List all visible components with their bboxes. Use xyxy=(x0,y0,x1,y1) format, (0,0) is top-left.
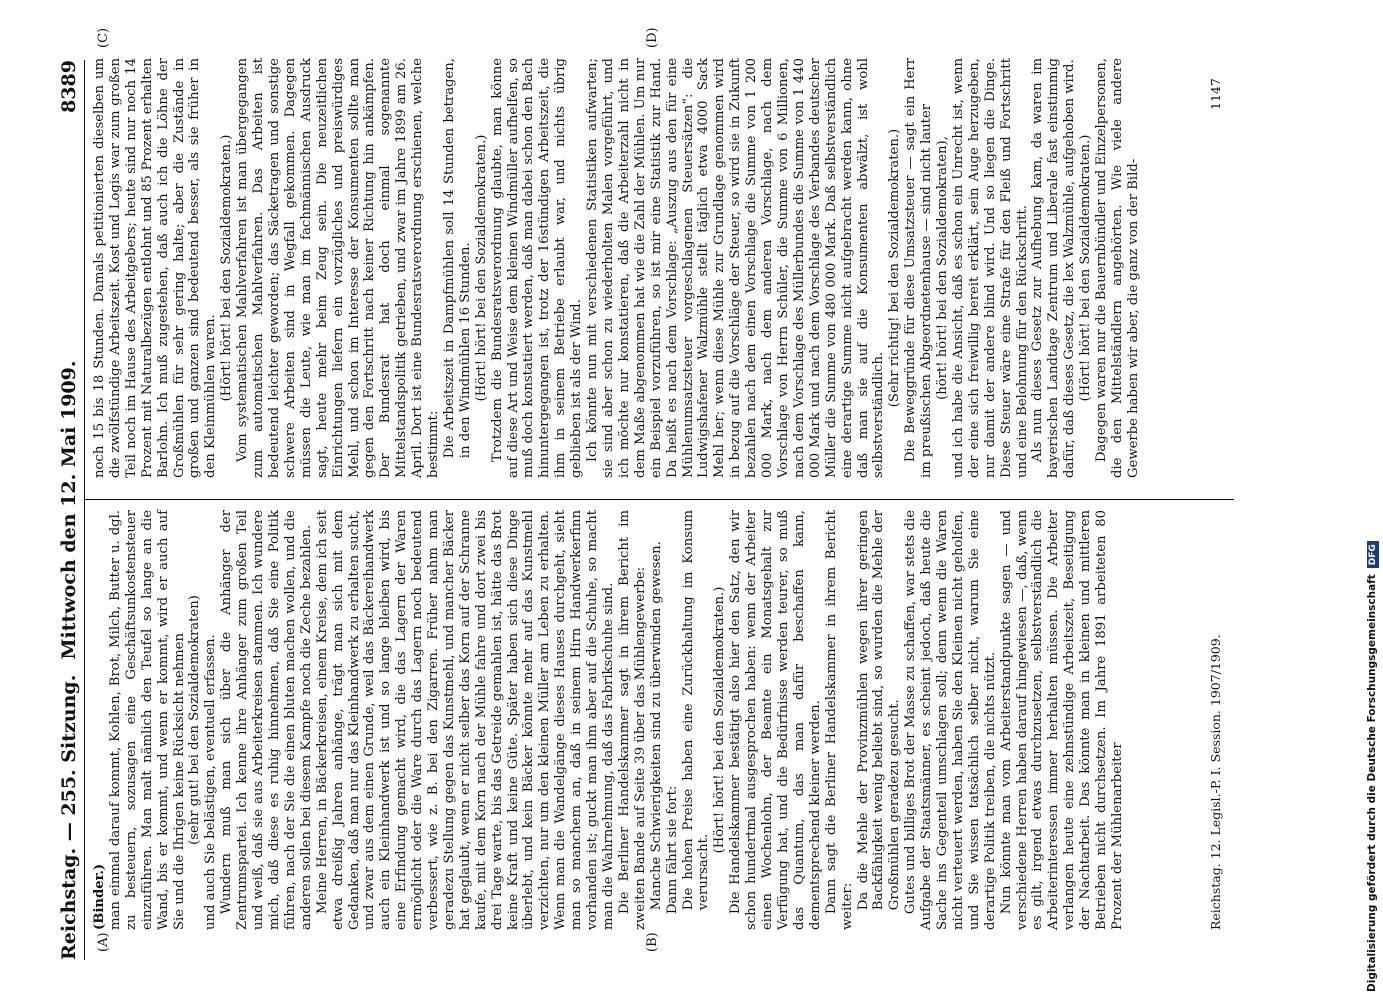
footer-sheet-number: 1147 xyxy=(1208,78,1223,110)
paragraph: Dagegen waren nur die Bauernbündler und Einzelpersonen, die den Mittelständlern angehörten. Wie viele andere Gewerbe haben wir aber, die ganz von der Bild- xyxy=(1094,58,1141,478)
margin-marker-c: (C) xyxy=(96,27,111,48)
paragraph: Als nun dieses Gesetz zur Aufhebung kam, da waren im bayerischen Landtage Zentrum und Liberale fast einstimmig dafür, daß dieses Gesetz, die lex Walzmühle, aufgehoben wird. xyxy=(1030,58,1078,478)
quotation: Da die Mehle der Provinzmühlen wegen ihrer geringen Backfähigkeit wenig beliebt sind, so wurden die Mehle der Großmühlen geradezu gesucht. xyxy=(855,510,903,911)
paragraph: und auch Sie belästigen, eventuell erfassen. xyxy=(203,634,219,930)
paragraph: Dann sagt die Berliner Handelskammer in ihrem Bericht weiter: xyxy=(823,510,855,930)
paragraph: Die Handelskammer bestätigt also hier den Satz, den wir schon hundertmal ausgesprochen haben: wenn der Arbeiter einen Wochenlohn, der Beamte ein Monatsgehalt zur Verfügung hat, und die Bedürfnisse werden teurer, so muß das Quantum, das man dafür beschaffen kann, dementsprechend kleiner werden. xyxy=(728,510,823,930)
quotation: Die Arbeitszeit in Dampfmühlen soll 14 Stunden betragen, in den Windmühlen 16 Stunden. xyxy=(441,58,473,459)
interjection: (hört! hört! bei den Sozialdemokraten), xyxy=(935,136,951,400)
page-number: 8389 xyxy=(58,60,80,113)
paragraph: Die Beweggründe für diese Umsatzsteuer — sagt ein Herr im preußischen Abgeordnetenhause — sind nicht lauter xyxy=(903,58,935,478)
paragraph: Gutes und billiges Brot der Masse zu schaffen, war stets die Aufgabe der Staatsmänner, es scheint jedoch, daß heute die Sache ins Gegenteil umschlagen soll; denn wenn die Waren nicht verteuert werden, haben Sie den Kleinen nicht geholfen, und Sie wissen tatsächlich selber nicht, warum Sie eine derartige Politik treiben, die nichts nützt. xyxy=(903,510,998,930)
margin-marker-d: (D) xyxy=(645,27,660,48)
quotation: Manche Schwierigkeiten sind zu überwinden gewesen. xyxy=(648,541,664,911)
paragraph: und ich habe die Ansicht, daß es schon ein Unrecht ist, wenn der eine sich freiwillig bereit erklärt, sein Auge herzugeben, nur damit der andere blind wird. Und so liegen die Dinge. Diese Steuer wäre eine Strafe für den Fleiß und Fortschritt und eine Belohnung für den Rückschritt. xyxy=(950,58,1030,478)
quotation: Die hohen Preise haben eine Zurückhaltung im Konsum verursacht. xyxy=(680,510,712,911)
left-column xyxy=(92,510,1126,930)
paragraph: Wundern muß man sich über die Anhänger der Zentrumspartei. Ich kenne ihre Anhänger zum großen Teil und weiß, daß sie aus Arbeiterkreisen stammen. Ich wundere mich, daß diese es ruhig hinnehmen, daß Sie eine Politik führen, nach der Sie die einen bluten machen wollen, und die anderen sollen bei diesem Kampfe noch die Zeche bezahlen. xyxy=(219,510,314,930)
paragraph: noch 15 bis 18 Stunden. Damals petitionierten dieselben um die zwölfstündige Arbeitszeit. Kost und Logis war zum großen Teil noch im Hause des Arbeitgebers; heute sind nur noch 14 Prozent mit Naturalbezügen entlohnt und 85 Prozent erhalten Barlohn. Ich muß zugestehen, daß auch ich die Löhne der Großmühlen für sehr gering halte; aber die Zustände in großen und ganzen sind bedeutend besser, als sie früher in den Kleinmühlen waren. xyxy=(92,58,219,478)
paragraph: Nun könnte man vom Arbeiterstandpunkte sagen — und verschiedene Herren haben darauf hingewiesen —, daß, wenn es gilt, irgend etwas durchzusetzen, selbstverständlich die Arbeiterinteressen immer herhalten müssen. Die Arbeiter verlangen heute eine zehnstündige Arbeitszeit, Beseitigung der Nachtarbeit. Das könnte man in kleinen und mittleren Betrieben nicht durchsetzen. Im Jahre 1891 arbeiteten 80 Prozent der Mühlenarbeiter xyxy=(998,510,1125,930)
speaker-name: (Binder.) xyxy=(92,863,107,930)
margin-marker-b: (B) xyxy=(645,932,660,952)
interjection: (sehr gut! bei den Sozialdemokraten) xyxy=(187,595,203,845)
funding-text: Digitalisierung gefördert durch die Deutsche Forschungsgemeinschaft xyxy=(1366,574,1378,992)
interjection: (Sehr richtig! bei den Sozialdemokraten.) xyxy=(887,128,903,408)
paragraph: man einmal darauf kommt, Kohlen, Brot, Milch, Butter u. dgl. zu besteuern, sozusagen eine Geschäftsunkostensteuer einzuführen. Man malt nämlich den Teufel so lange an die Wand, bis er kommt, und wenn er kommt, wird er auch auf Sie und die Ihrigen keine Rücksicht nehmen xyxy=(107,510,187,930)
footer-session: Reichstag. 12. Legisl.-P. I. Session. 1907/1909. xyxy=(1208,634,1223,930)
margin-marker-a: (A) xyxy=(96,932,111,952)
page-header xyxy=(58,60,85,960)
paragraph: Die Berliner Handelskammer sagt in ihrem Bericht im zweiten Bande auf Seite 39 über das Mühlengewerbe: xyxy=(616,510,648,930)
interjection: (Hört! hört! bei den Sozialdemokraten.) xyxy=(1078,134,1094,402)
interjection: (Hört! hört! bei den Sozialdemokraten.) xyxy=(473,134,489,402)
funding-note-text xyxy=(1366,541,1379,992)
paragraph: Dann fährt sie fort: xyxy=(664,785,680,915)
interjection: (Hört! hört! bei den Sozialdemokraten.) xyxy=(219,134,235,402)
column-divider xyxy=(84,499,1234,500)
paragraph: Ich könnte nun mit verschiedenen Statistiken aufwarten; sie sind aber schon zu wiederholten Malen vorgeführt, und ich möchte nur konstatieren, daß die Arbeiterzahl nicht in dem Maße abgenommen hat wie die Zahl der Mühlen. Um nur ein Beispiel vorzuführen, so ist mir eine Statistik zur Hand. Da heißt es nach dem Vorschlage: „Auszug aus den für eine Mühlenumsatzsteuer vorgeschlagenen Steuersätzen“: die Ludwigshafener Walzmühle stellt täglich etwa 4000 Sack Mehl her; wenn diese Mühle zur Grundlage genommen wird in bezug auf die Vorschläge der Steuer, so wird sie in Zukunft bezahlen nach dem einen Vorschlage die Summe von 1 200 000 Mark, nach dem anderen Vorschlage, nach dem Vorschlage von Herrn Schüler, die Summe von 6 Millionen, nach dem Vorschlage des Müllerbundes die Summe von 1 440 000 Mark und nach dem Vorschlage des Verbandes deutscher Müller die Summe von 480 000 Mark. Daß selbstverständlich eine derartige Summe nicht aufgebracht werden kann, ohne daß man sie auf die Konsumenten abwälzt, ist wohl selbstverständlich. xyxy=(585,58,887,478)
paragraph: Meine Herren, in Bäckerkreisen, einem Kreise, dem ich seit etwa dreißig Jahren anhänge, trägt man sich mit dem Gedanken, daß man nur das Kleinhandwerk zu erhalten sucht, und zwar aus dem einen Grunde, weil das Bäckereihandwerk auch ein Kleinhandwerk ist und so lange bleiben wird, bis eine Erfindung gemacht wird, die das Lagern der Waren ermöglicht oder die Ware durch das Lagern noch bedeutend verbessert, wie z. B. bei den Zigarren. Früher nahm man geradezu Stellung gegen das Kunstmehl, und mancher Bäcker hat geglaubt, wenn er nicht selber das Korn auf der Schranne kaufe, mit dem Korn nach der Mühle fahre und dort zwei bis drei Tage warte, bis das Getreide gemahlen ist, hätte das Brot keine Kraft und keine Güte. Später haben sich diese Dinge überlebt, und kein Bäcker könnte mehr auf das Kunstmehl verzichten, nur um den kleinen Müller am Leben zu erhalten. Wenn man die Wandelgänge dieses Hauses durchgeht, sieht man so manchem an, daß in seinem Hirn Handwerkerfinn vorhanden ist; guckt man ihm aber auf die Schuhe, so macht man die Wahrnehmung, daß das Fabrikschuhe sind. xyxy=(314,510,616,930)
dfg-logo-icon: DFG xyxy=(1367,541,1379,568)
header-date: Mittwoch den 12. Mai 1909. xyxy=(58,360,80,660)
interjection: (Hört! hört! bei den Sozialdemokraten.) xyxy=(712,586,728,854)
paragraph: Vom systematischen Mahlverfahren ist man übergegangen zum automatischen Mahlverfahren. Das Arbeiten ist bedeutend leichter geworden; das Säcketragen und sonstige schwere Arbeiten sind in Wegfall gekommen. Dagegen müssen die Leute, wie man im fachmännischen Ausdruck sagt, heute mehr beim Zeug sein. Die neuzeitlichen Einrichtungen liefern ein vorzügliches und preiswürdiges Mehl, und schon im Interesse der Konsumenten sollte man gegen den Fortschritt nach keiner Richtung hin ankämpfen. Der Bundesrat hat doch einmal sogenannte Mittelstandspolitik getrieben, und zwar im Jahre 1899 am 26. April. Dort ist eine Bundesratsverordnung erschienen, welche bestimmt: xyxy=(235,58,442,478)
paragraph: Trotzdem die Bundesratsverordnung glaubte, man könne auf diese Art und Weise dem kleinen Windmüller aufhelfen, so muß doch konstatiert werden, daß man dabei schon den Bach hinuntergegangen ist, trotz der 16stündigen Arbeitszeit, die ihm in seinem Betriebe erlaubt war, und nichts übrig geblieben ist als der Wind. xyxy=(489,58,585,478)
right-column xyxy=(92,58,1142,478)
header-left: Reichstag. — 255. Sitzung. xyxy=(58,674,80,960)
